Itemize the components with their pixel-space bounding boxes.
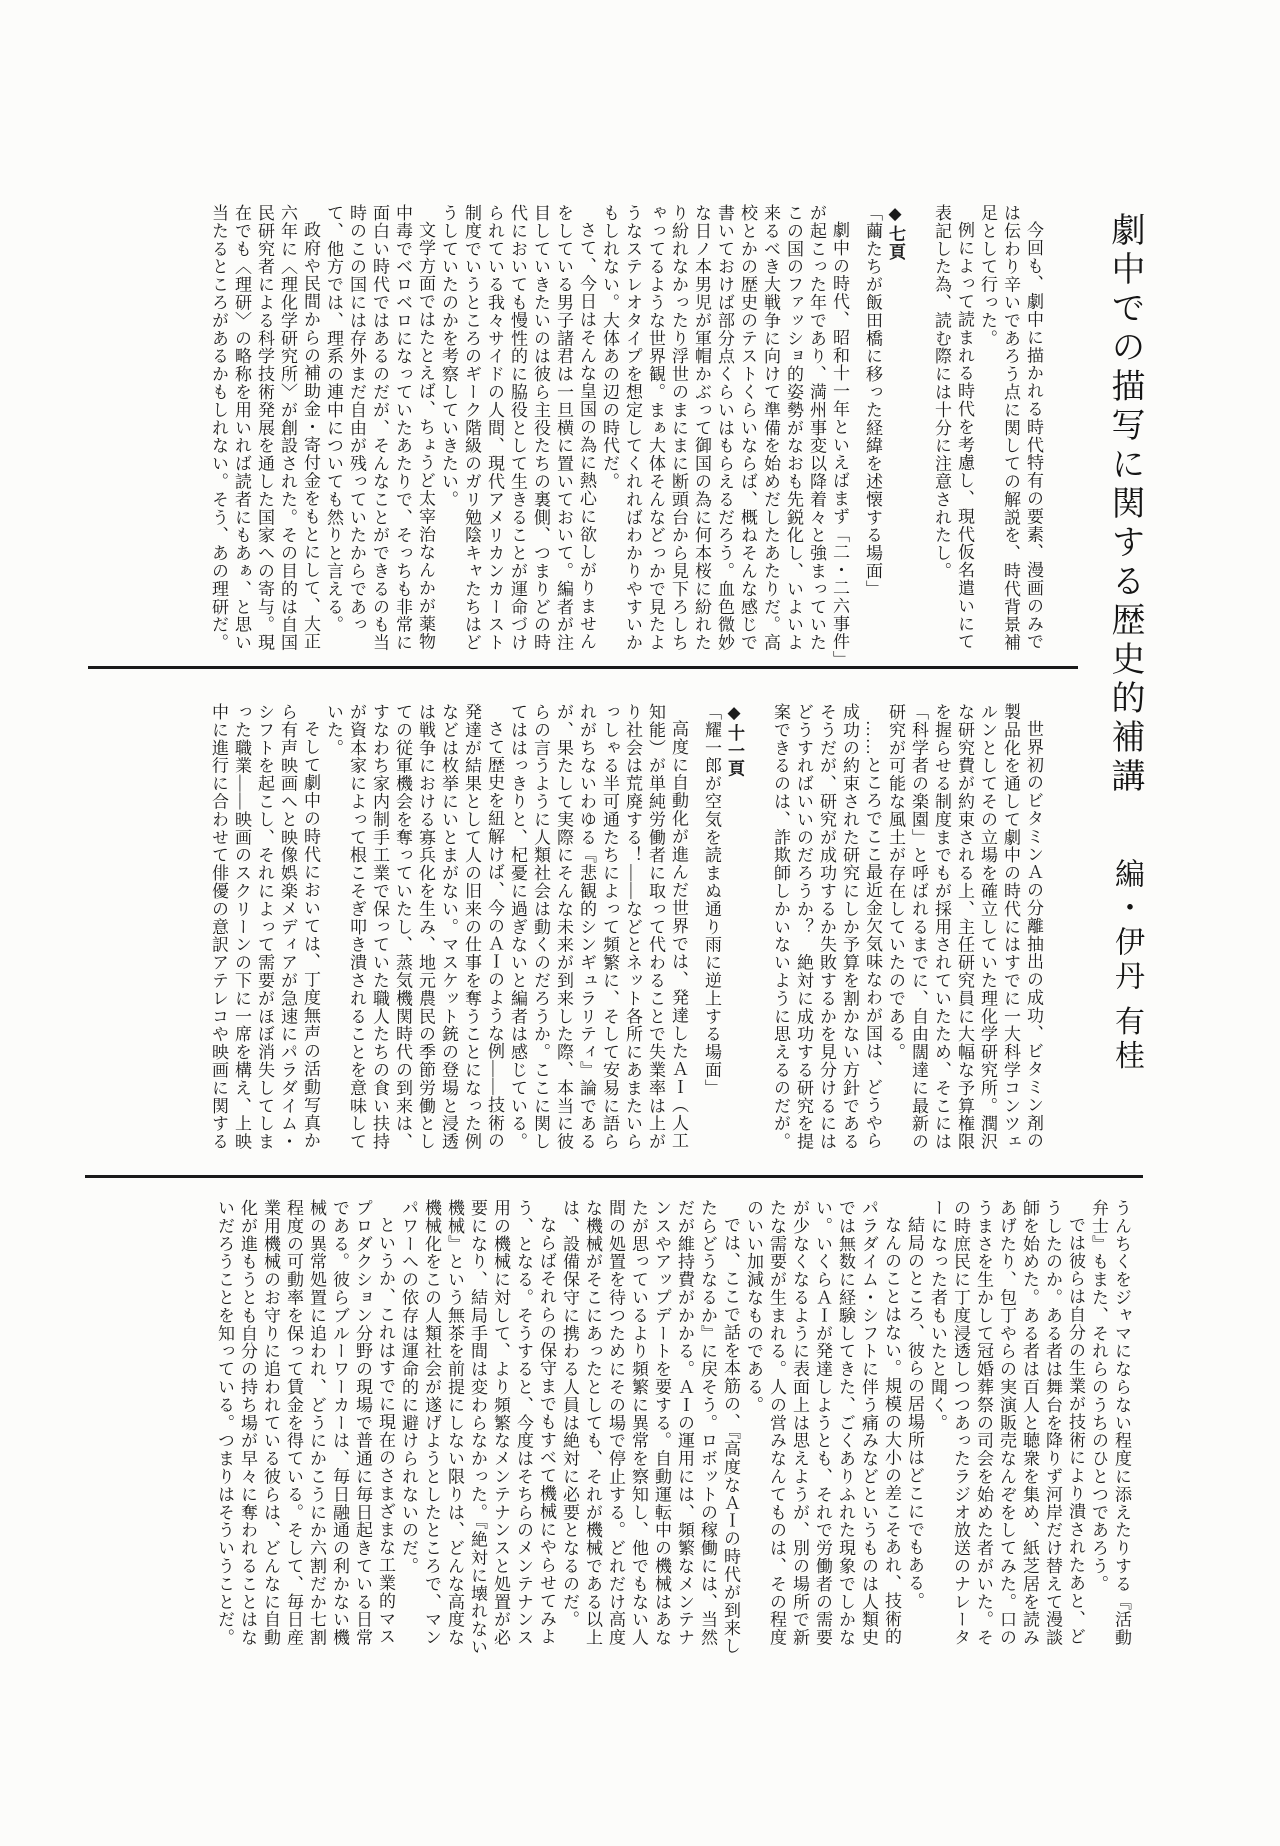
paragraph: では彼らは自分の生業が技術により潰されたあと、どうしたのか。ある者は舞台を降りず河岸だけ替えて漫談師を始めた。ある者は百人と聴衆を集め、紙芝居を読みあげたり、包丁やらの実演販売なんぞをしてみた。口のうまさを生かして冠婚葬祭の司会を始めた者がいた。その時庶民に丁度浸透しつつあったラジオ放送のナレーターになった者もいたと聞く。 bbox=[928, 1199, 1085, 1647]
paragraph: なんのことはない。規模の大小の差こそあれ、技術的パラダイム・シフトに伴う痛みなどというものは人類史では無数に経験してきた、ごくありふれた現象でしかない。いくらＡＩが発達しようとも、それで労働者の需要が少なくなるように表面上は思えようが、別の場所で新たな需要が生まれる。人の営みなんてものは、その程度のいい加減なものである。 bbox=[744, 1199, 901, 1647]
paragraph: さて、今日はそんな皇国の為に熱心に欲しがりませんをしている男子諸君は一旦横に置いておいて。編者が注目していきたいのは彼ら主役たちの裏側、つまりどの時代においても慢性的に脇役として生きることが運命づけられている我々サイドの人間、現代アメリカンカースト制度でいうところのギーク階級のガリ勉陰キャたちはどうしていたのかを考察していきたい。 bbox=[439, 204, 596, 652]
paragraph: 今回も、劇中に描かれる時代特有の要素、漫画のみでは伝わり辛いであろう点に関しての解説を、時代背景補足として行った。 bbox=[978, 204, 1043, 652]
paragraph: 結局のところ、彼らの居場所はどこにでもある。 bbox=[905, 1216, 924, 1610]
section-header: ◆十一頁 bbox=[725, 703, 744, 778]
paragraph: 世界初のビタミンＡの分離抽出の成功、ビタミン剤の製品化を通して劇中の時代にはすでに一大科学コンツェルンとしてその立場を確立していた理化学研究所。潤沢な研究費が約束される上、主任研究員に大幅な予算権限を握らせる制度までもが採用されていたため、そこには「科学者の楽園」と呼ばれるまでに、自由闊達に最新の研究が可能な風土が存在していたのである。 bbox=[886, 703, 1043, 1151]
paragraph: 劇中の時代、昭和十一年といえばまず「二・二六事件」が起こった年であり、満州事変以降着々と強まっていたこの国のファッショ的姿勢がなおも先鋭化し、いよいよ来るべき大戦争に向けて準備を始めだしたあたりだ。高校とかの歴史のテストくらいならば、概ねそんな感じで書いておけば部分点くらいはもらえるだろう。血色微妙な日ノ本男児が軍帽かぶって御国の為に何本桜に紛れたり紛れなかったり浮世のまにまに断頭台から見下ろしちゃってるような世界観。まぁ大体そんなどっかで見たようなステレオタイプを想定してくれればわかりやすいかもしれない。大体あの辺の時代だ。 bbox=[600, 204, 849, 660]
paragraph: ……ところでここ最近金欠気味なわが国は、どうやら成功の約束された研究にしか予算を割かない方針であるそうだが、研究が成功するか失敗するかを見分けるにはどうすればいいのだろうか？ 絶対に成功する研究を提案できるのは、詐欺師しかいないように思えるのだが。 bbox=[771, 703, 882, 1151]
section-divider bbox=[85, 1175, 1143, 1178]
section-divider bbox=[88, 666, 1078, 669]
text-band-middle bbox=[88, 703, 1045, 1165]
page-title: 劇中での描写に関する歴史的補講 bbox=[1106, 212, 1143, 797]
paragraph: 高度に自動化が進んだ世界では、発達したＡＩ（人工知能）が単純労働者に取って代わることで失業率は上がり社会は荒廃する！――などとネット各所にあまたいらっしゃる半可通たちによって頻繁に、そして安易に語られがちないわゆる『悲観的シンギュラリティ』論であるが、果たして実際にそんな未来が到来した際、本当に彼らの言うように人類社会は動くのだろうか。ここに関してははっきりと、杞憂に過ぎないと編者は感じている。 bbox=[508, 703, 688, 1151]
scene-quote: 「繭たちが飯田橋に移った経緯を述懐する場面」 bbox=[863, 204, 882, 598]
paragraph: 政府や民間からの補助金・寄付金をもとにして、大正六年に〈理化学研究所〉が創設された。その目的は自国民研究者による科学技術発展を通した国家への寄与。現在でも〈理研〉の略称を用いれば読者にもあぁ、と思い当たるところがあるかもしれない。そう、あの理研だ。 bbox=[209, 204, 320, 652]
paragraph: というか、これはすでに現在のさまざまな工業的マスプロダクション分野の現場で普通に毎日起きている日常である。彼らブルーワーカーは、毎日融通の利かない機械の異常処置に追われ、どうにかこうにか六割だか七割程度の可動率を保って賃金を得ている。そして、毎日産業用機械のお守りに追われている彼らは、どんなに自動化が進もうとも自分の持ち場が早々に奪われることはないだろうことを知っている。つまりはそういうことだ。 bbox=[215, 1199, 395, 1647]
paragraph: 文学方面ではたとえば、ちょうど太宰治なんかが薬物中毒でベロベロになっていたあたりで、そっちも非常に面白い時代ではあるのだが、そんなことができるのも当時のこの国には存外まだ自由が残っていたからであって、他方では、理系の連中についても然りと言える。 bbox=[324, 204, 435, 652]
paragraph: 例によって読まれる時代を考慮し、現代仮名遣いにて表記した為、読む際には十分に注意されたし。 bbox=[932, 204, 974, 651]
article-author: 編・伊丹 有桂 bbox=[1110, 858, 1143, 1074]
paragraph: そして劇中の時代においては、丁度無声の活動写真から有声映画へと映像娯楽メディアが急速にパラダイム・シフトを起こし、それによって需要がほぼ消失してしまった職業――映画のスクリーンの下に一席を構え、上映中に進行に合わせて俳優の意訳アテレコや映画に関する bbox=[209, 703, 320, 1151]
paragraph: ならばそれらの保守までもすべて機械にやらせてみよう、となる。そうすると、今度はそちらのメンテナンス用の機械に対して、より頻繁なメンテナンスと処置が必要になり、結局手間は変わらなかった。『絶対に壊れない機械』という無茶を前提にしない限りは、どんな高度な機械化をこの人類社会が遂げようとしたところで、マンパワーへの依存は運命的に避けられないのだ。 bbox=[399, 1199, 556, 1656]
paragraph: さて歴史を紐解けば、今のＡＩのような例――技術の発達が結果として人の旧来の仕事を奪うことになった例などは枚挙にいとまがない。マスケット銃の登場と浸透は戦争における寡兵化を生み、地元農民の季節労働としての従軍機会を奪っていたし、蒸気機関時代の到来は、すなわち家内制手工業で保っていた職人たちの食い扶持が資本家によって根こそぎ叩き潰されることを意味していた。 bbox=[324, 703, 504, 1151]
text-band-bottom bbox=[85, 1199, 1133, 1657]
text-band-top bbox=[88, 204, 1045, 664]
paragraph: では、ここで話を本筋の、『高度なＡＩの時代が到来したらどうなるか』に戻そう。ロボットの稼働には、当然だが維持費がかかる。ＡＩの運用には、頻繁なメンテナンスやアップデートを要する。自動運転中の機械はあなたが思っているより頻繁に異常を察知し、他でもない人間の処置を待つためにその場で停止する。どれだけ高度な機械がそこにあったとしても、それが機械である以上は、設備保守に携わる人員は絶対に必要となるのだ。 bbox=[560, 1199, 740, 1655]
section-header: ◆七頁 bbox=[886, 204, 905, 261]
paragraph: うんちくをジャマにならない程度に添えたりする『活動弁士』もまた、それらのうちのひとつであろう。 bbox=[1089, 1199, 1131, 1647]
scene-quote: 「耀一郎が空気を読まぬ通り雨に逆上する場面」 bbox=[702, 703, 721, 1097]
